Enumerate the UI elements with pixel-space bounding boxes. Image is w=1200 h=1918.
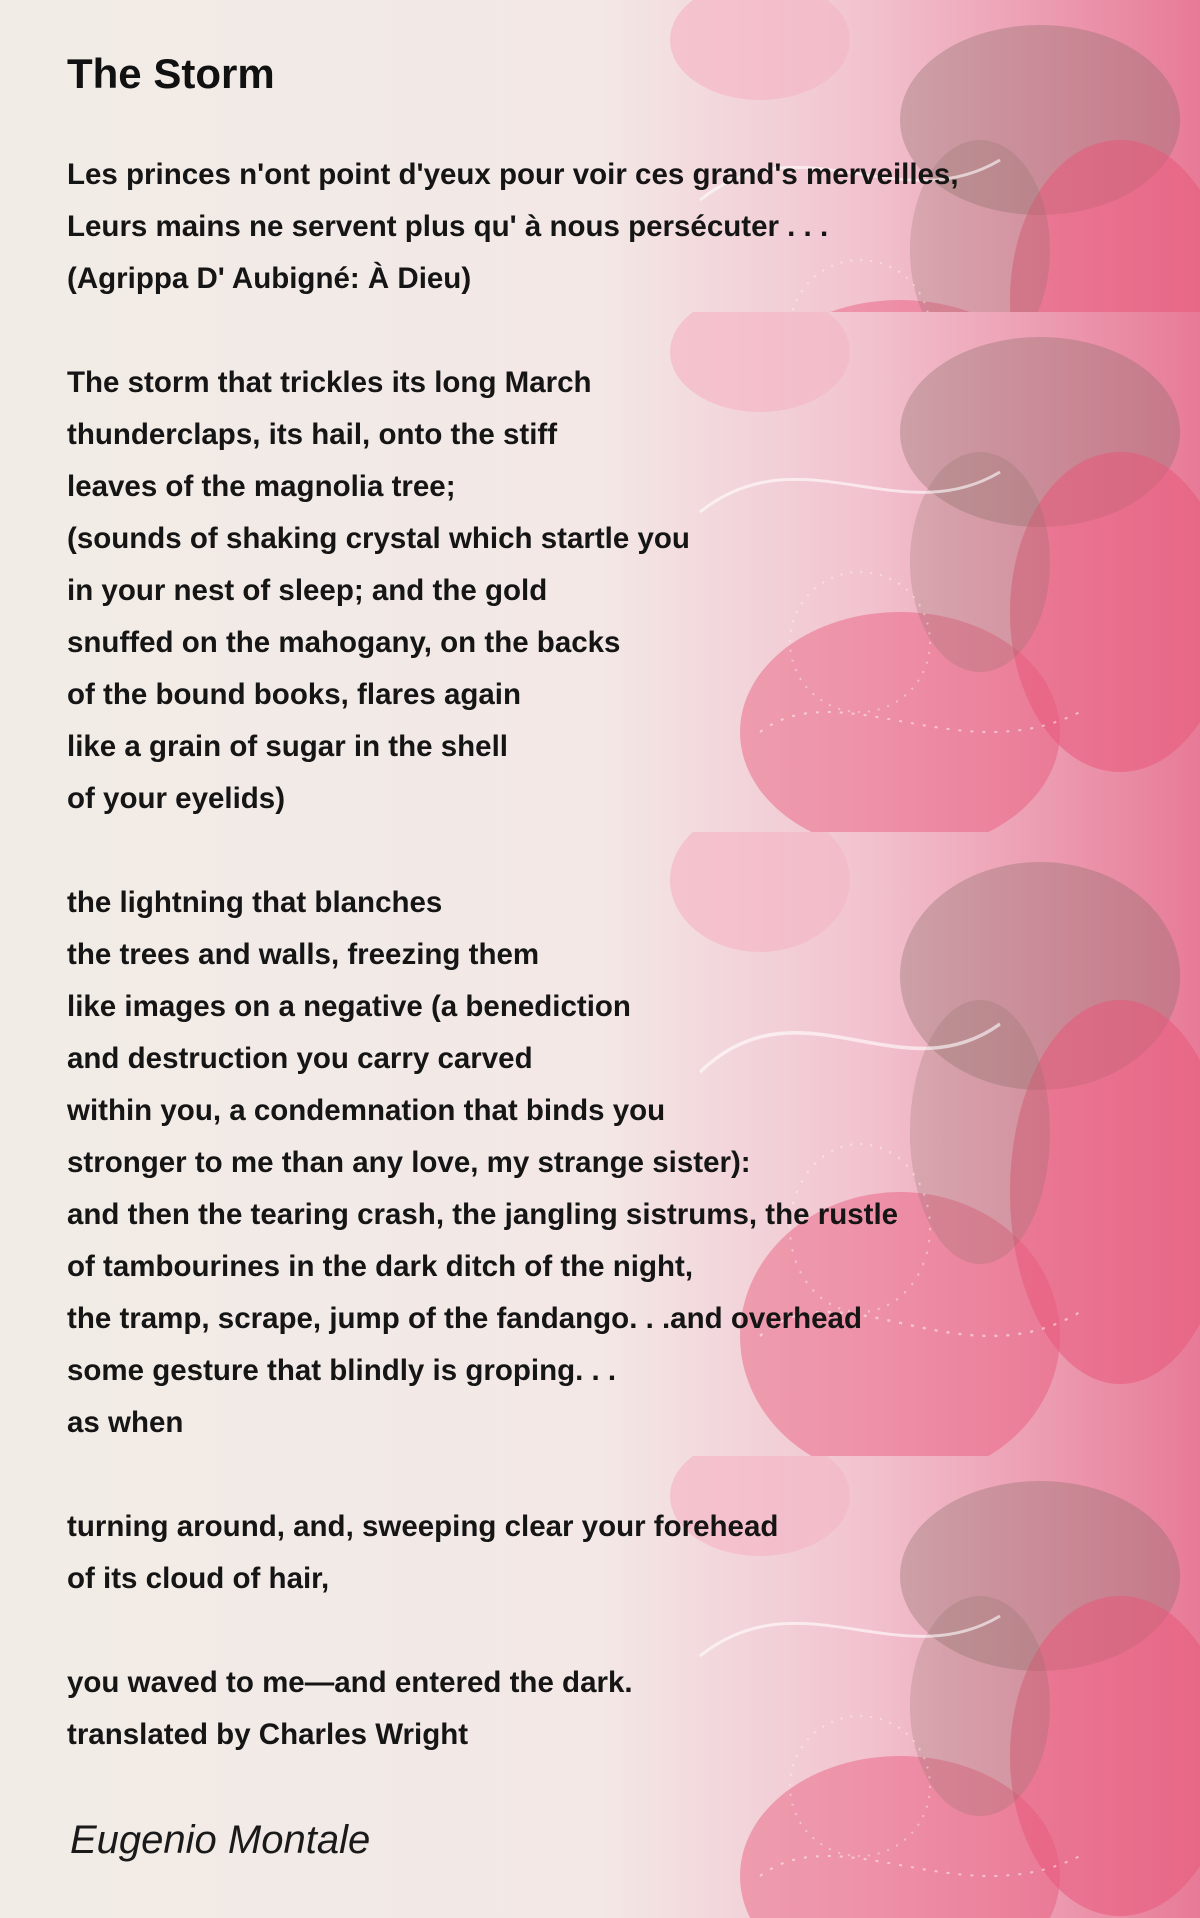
poem-line: like a grain of sugar in the shell — [67, 730, 508, 763]
poem-line: and destruction you carry carved — [67, 1042, 533, 1075]
poem-line: the tramp, scrape, jump of the fandango. . .and overhead — [67, 1302, 862, 1335]
poem-line: (Agrippa D' Aubigné: À Dieu) — [67, 262, 472, 295]
poem-line: leaves of the magnolia tree; — [67, 470, 456, 503]
poem-line: and then the tearing crash, the jangling sistrums, the rustle — [67, 1198, 899, 1231]
poem-line: like images on a negative (a benediction — [67, 990, 631, 1023]
stanza-epigraph — [67, 149, 959, 305]
poem-line: the lightning that blanches — [67, 886, 443, 919]
poem-line: of your eyelids) — [67, 782, 286, 815]
stanza-2 — [67, 357, 959, 825]
translator-credit: translated by Charles Wright — [67, 1718, 469, 1751]
poem-line: thunderclaps, its hail, onto the stiff — [67, 418, 558, 451]
poem-line: within you, a condemnation that binds you — [67, 1094, 666, 1127]
stanza-3 — [67, 877, 959, 1449]
poem-line: snuffed on the mahogany, on the backs — [67, 626, 621, 659]
poem-line: (sounds of shaking crystal which startle you — [67, 522, 690, 555]
poem-line: the trees and walls, freezing them — [67, 938, 540, 971]
poem-line: some gesture that blindly is groping. . . — [67, 1354, 617, 1387]
stanza-4 — [67, 1501, 959, 1605]
poem-line: in your nest of sleep; and the gold — [67, 574, 548, 607]
poem-line: of the bound books, flares again — [67, 678, 522, 711]
poem-body — [67, 149, 959, 1813]
poem-line: of its cloud of hair, — [67, 1562, 330, 1595]
poem-line: as when — [67, 1406, 184, 1439]
poem-line: of tambourines in the dark ditch of the night, — [67, 1250, 694, 1283]
poem-line: Leurs mains ne servent plus qu' à nous persécuter . . . — [67, 210, 829, 243]
stanza-5 — [67, 1657, 959, 1761]
poem-line: Les princes n'ont point d'yeux pour voir ces grand's merveilles, — [67, 158, 959, 191]
poem-line: turning around, and, sweeping clear your forehead — [67, 1510, 779, 1543]
poem-line: The storm that trickles its long March — [67, 366, 592, 399]
poem-line: you waved to me—and entered the dark. — [67, 1666, 633, 1699]
poem-author: Eugenio Montale — [70, 1818, 371, 1862]
poem-line: stronger to me than any love, my strange sister): — [67, 1146, 751, 1179]
poem-title: The Storm — [67, 50, 275, 97]
